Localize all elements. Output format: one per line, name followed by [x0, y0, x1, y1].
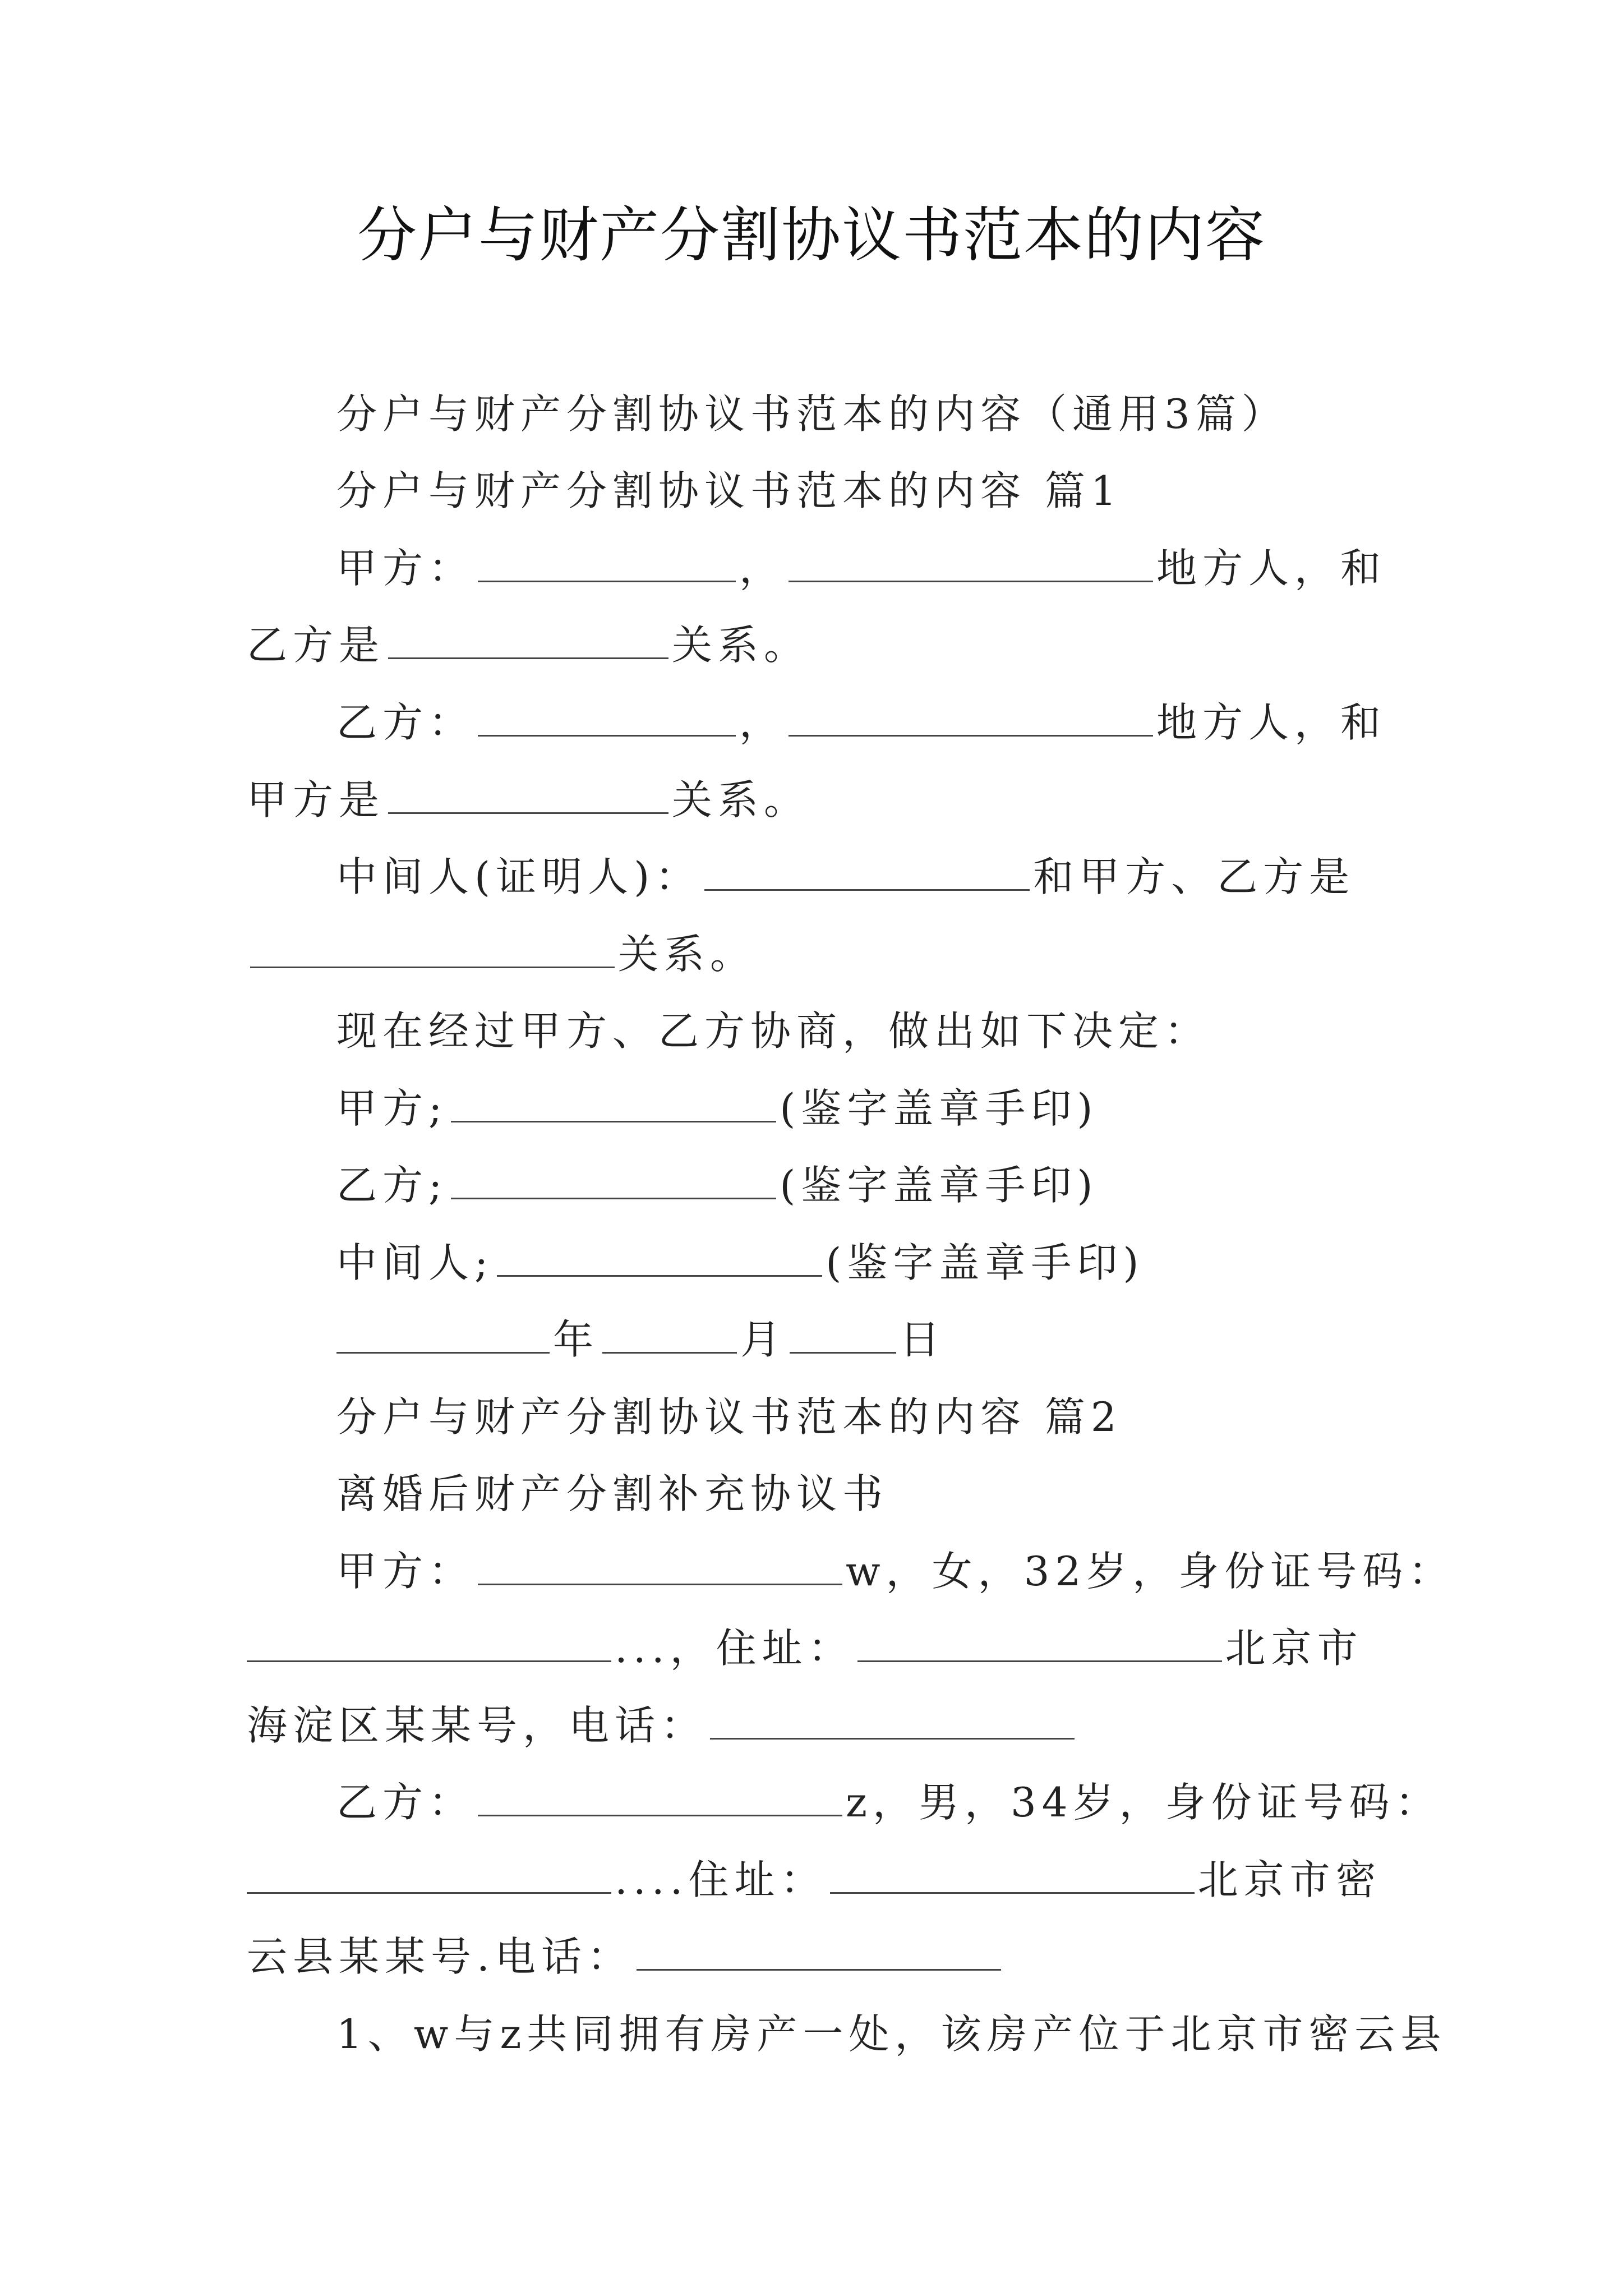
- text-segment: 和甲方、乙方是: [1033, 853, 1355, 900]
- blank-field: [710, 1702, 1075, 1740]
- party-b-relation-line: [247, 772, 810, 828]
- text-segment: 月: [740, 1316, 787, 1363]
- blank-field: [478, 699, 736, 737]
- party-b-info-line: [336, 1774, 1441, 1830]
- text-segment: 中间人;: [336, 1239, 494, 1286]
- text-segment: ....住址：: [615, 1856, 827, 1903]
- blank-field: [250, 931, 615, 968]
- party-b-line: [336, 694, 1386, 751]
- party-b-address-line: [247, 1852, 1382, 1908]
- text-segment: 北京市: [1225, 1625, 1363, 1672]
- agreement-title: 离婚后财产分割补充协议书: [336, 1470, 889, 1517]
- text-segment: 地方人，和: [1156, 545, 1387, 592]
- witness-label: 中间人(证明人)：: [336, 853, 702, 900]
- signature-witness: [336, 1235, 1144, 1291]
- party-a-info-line: [336, 1543, 1454, 1599]
- blank-field: [790, 1316, 896, 1354]
- text-segment: 年: [553, 1316, 600, 1363]
- blank-field: [704, 853, 1030, 891]
- section-heading-1: 分户与财产分割协议书范本的内容 篇1: [336, 467, 1122, 514]
- text-segment: 北京市密: [1197, 1856, 1382, 1903]
- blank-field: [336, 1316, 550, 1354]
- text-segment: 甲方是: [247, 776, 385, 823]
- signature-party-a: [336, 1080, 1098, 1137]
- blank-field: [388, 776, 668, 814]
- document-title: 分户与财产分割协议书范本的内容: [357, 201, 1266, 270]
- blank-field: [451, 1085, 776, 1122]
- clause-1-line: 1、w与z共同拥有房产一处，该房产位于北京市密云县: [336, 2010, 1447, 2058]
- text-segment: 甲方：: [336, 1548, 475, 1595]
- text-segment: 海淀区某某号，电话：: [247, 1702, 707, 1749]
- text-segment: (鉴字盖章手印): [780, 1085, 1099, 1132]
- blank-field: [247, 1625, 611, 1662]
- witness-line: [336, 849, 1355, 905]
- text-segment: 甲方;: [336, 1085, 448, 1132]
- subtitle-line: 分户与财产分割协议书范本的内容（通用3篇）: [336, 390, 1288, 438]
- text-segment: 日: [900, 1316, 946, 1363]
- blank-field: [478, 1548, 842, 1585]
- text-segment: 乙方;: [336, 1162, 448, 1209]
- text-segment: w，女，32岁，身份证号码：: [846, 1548, 1455, 1595]
- text-segment: 乙方是: [247, 622, 385, 669]
- blank-field: [830, 1856, 1195, 1894]
- blank-field: [789, 699, 1153, 737]
- text-segment: z，男，34岁，身份证号码：: [846, 1779, 1441, 1826]
- text-segment: ...，住址：: [615, 1625, 854, 1672]
- party-a-label: 甲方：: [336, 545, 475, 592]
- text-segment: 关系。: [672, 776, 810, 823]
- party-b-phone-line: [247, 1929, 1004, 1985]
- section-heading-2: 分户与财产分割协议书范本的内容 篇2: [336, 1393, 1122, 1441]
- blank-field: [637, 1933, 1001, 1971]
- party-a-line: [336, 540, 1386, 596]
- blank-field: [789, 545, 1153, 582]
- text-segment: 云县某某号.电话：: [247, 1933, 633, 1980]
- party-a-address-line: [247, 1620, 1363, 1676]
- decision-line: 现在经过甲方、乙方协商，做出如下决定：: [336, 1007, 1211, 1055]
- party-a-phone-line: [247, 1697, 1078, 1754]
- text-segment: 关系。: [618, 931, 757, 978]
- blank-field: [247, 1856, 611, 1894]
- blank-field: [388, 622, 668, 659]
- blank-field: [478, 545, 736, 582]
- comma: ，: [739, 545, 786, 592]
- text-segment: 地方人，和: [1156, 699, 1387, 746]
- blank-field: [497, 1239, 822, 1277]
- blank-field: [602, 1316, 737, 1354]
- text-segment: 乙方：: [336, 1779, 475, 1826]
- signature-party-b: [336, 1157, 1098, 1213]
- witness-relation-line: [247, 926, 756, 982]
- comma: ，: [739, 699, 786, 746]
- text-segment: (鉴字盖章手印): [826, 1239, 1145, 1286]
- blank-field: [478, 1779, 842, 1816]
- party-b-label: 乙方：: [336, 699, 475, 746]
- date-line: [336, 1312, 946, 1368]
- text-segment: 关系。: [672, 622, 810, 669]
- blank-field: [857, 1625, 1222, 1662]
- text-segment: (鉴字盖章手印): [780, 1162, 1099, 1209]
- party-a-relation-line: [247, 617, 810, 673]
- blank-field: [451, 1162, 776, 1199]
